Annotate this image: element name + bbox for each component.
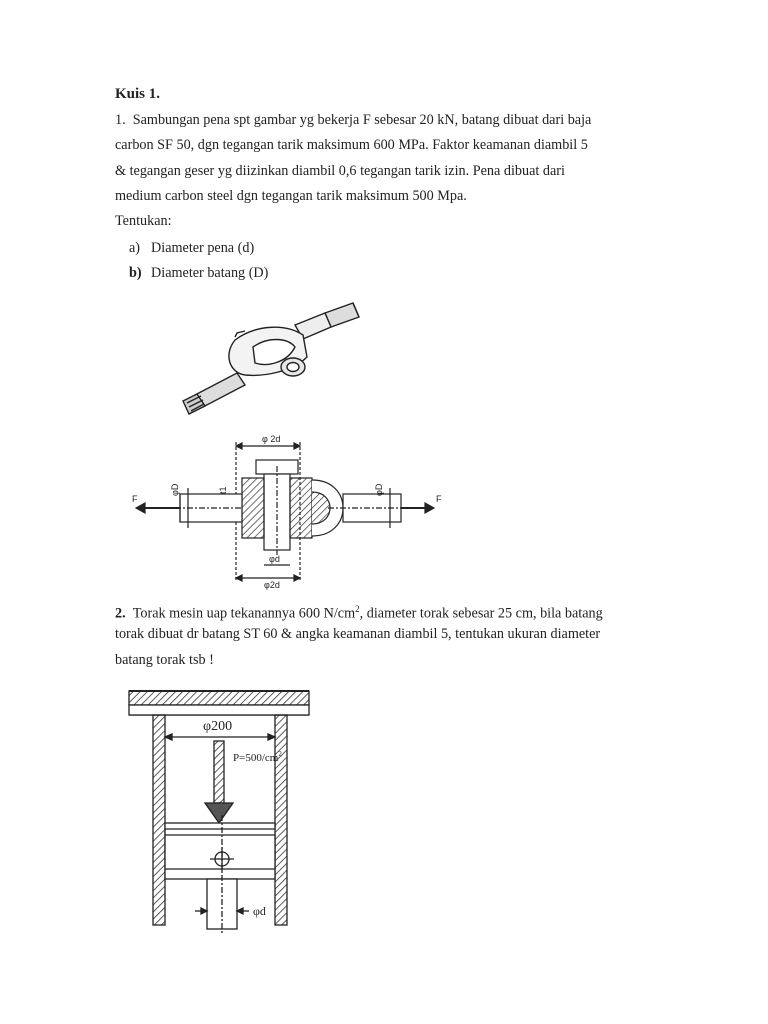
- q1-text-1: Sambungan pena spt gambar yg bekerja F sebesar 20 kN, batang dibuat dari baja: [132, 112, 592, 128]
- knuckle-joint-isometric-figure: [175, 285, 375, 425]
- q2-line-3: batang torak tsb !: [115, 652, 214, 668]
- pressure-label-sup: 2: [278, 750, 282, 758]
- q1-item-b: [129, 265, 268, 282]
- q2-text-1-rest: , diameter torak sebesar 25 cm, bila batang: [359, 605, 603, 622]
- q1-item-b-label: b): [129, 265, 142, 281]
- force-left-label: F: [132, 494, 138, 504]
- dim-t1: t1: [218, 486, 228, 494]
- q1-line-3: & tegangan geser yg diizinkan diambil 0,6 tegangan tarik izin. Pena dibuat dari: [115, 163, 565, 179]
- q1-line-4: medium carbon steel dgn tegangan tarik maksimum 500 Mpa.: [115, 188, 467, 204]
- q2-sup: 2: [355, 604, 360, 614]
- dim-rod-right: φD: [374, 483, 384, 496]
- force-right-label: F: [436, 494, 442, 504]
- dim-bottom-2d: φ2d: [264, 580, 280, 590]
- rod-diameter-label: φd: [253, 904, 266, 918]
- piston-figure: [125, 685, 315, 935]
- q1-prompt: Tentukan:: [115, 213, 172, 229]
- pressure-label-text: P=500/cm: [233, 752, 279, 764]
- q1-item-a-label: a): [129, 240, 141, 256]
- q1-item-a: [129, 240, 254, 257]
- quiz-title: Kuis 1.: [115, 86, 161, 102]
- q1-line-1: [115, 108, 591, 134]
- dim-rod-left: φD: [170, 483, 180, 496]
- dim-top-2d: φ 2d: [262, 434, 281, 444]
- q1-line-2: carbon SF 50, dgn tegangan tarik maksimum 600 MPa. Faktor keamanan diambil 5: [115, 137, 588, 153]
- piston-diameter-label: φ200: [203, 719, 233, 734]
- pressure-label: [233, 750, 282, 764]
- knuckle-joint-section-figure: [128, 430, 448, 590]
- q1-item-a-text: Diameter pena (d): [151, 240, 255, 256]
- q2-text-1: Torak mesin uap tekanannya 600 N/cm: [132, 605, 356, 622]
- q2-line-2: torak dibuat dr batang ST 60 & angka keamanan diambil 5, tentukan ukuran diameter: [115, 626, 601, 642]
- q2-number: 2.: [115, 605, 126, 622]
- q1-number: 1.: [115, 112, 126, 128]
- q1-item-b-text: Diameter batang (D): [151, 265, 269, 281]
- dim-bottom-d: φd: [269, 554, 280, 564]
